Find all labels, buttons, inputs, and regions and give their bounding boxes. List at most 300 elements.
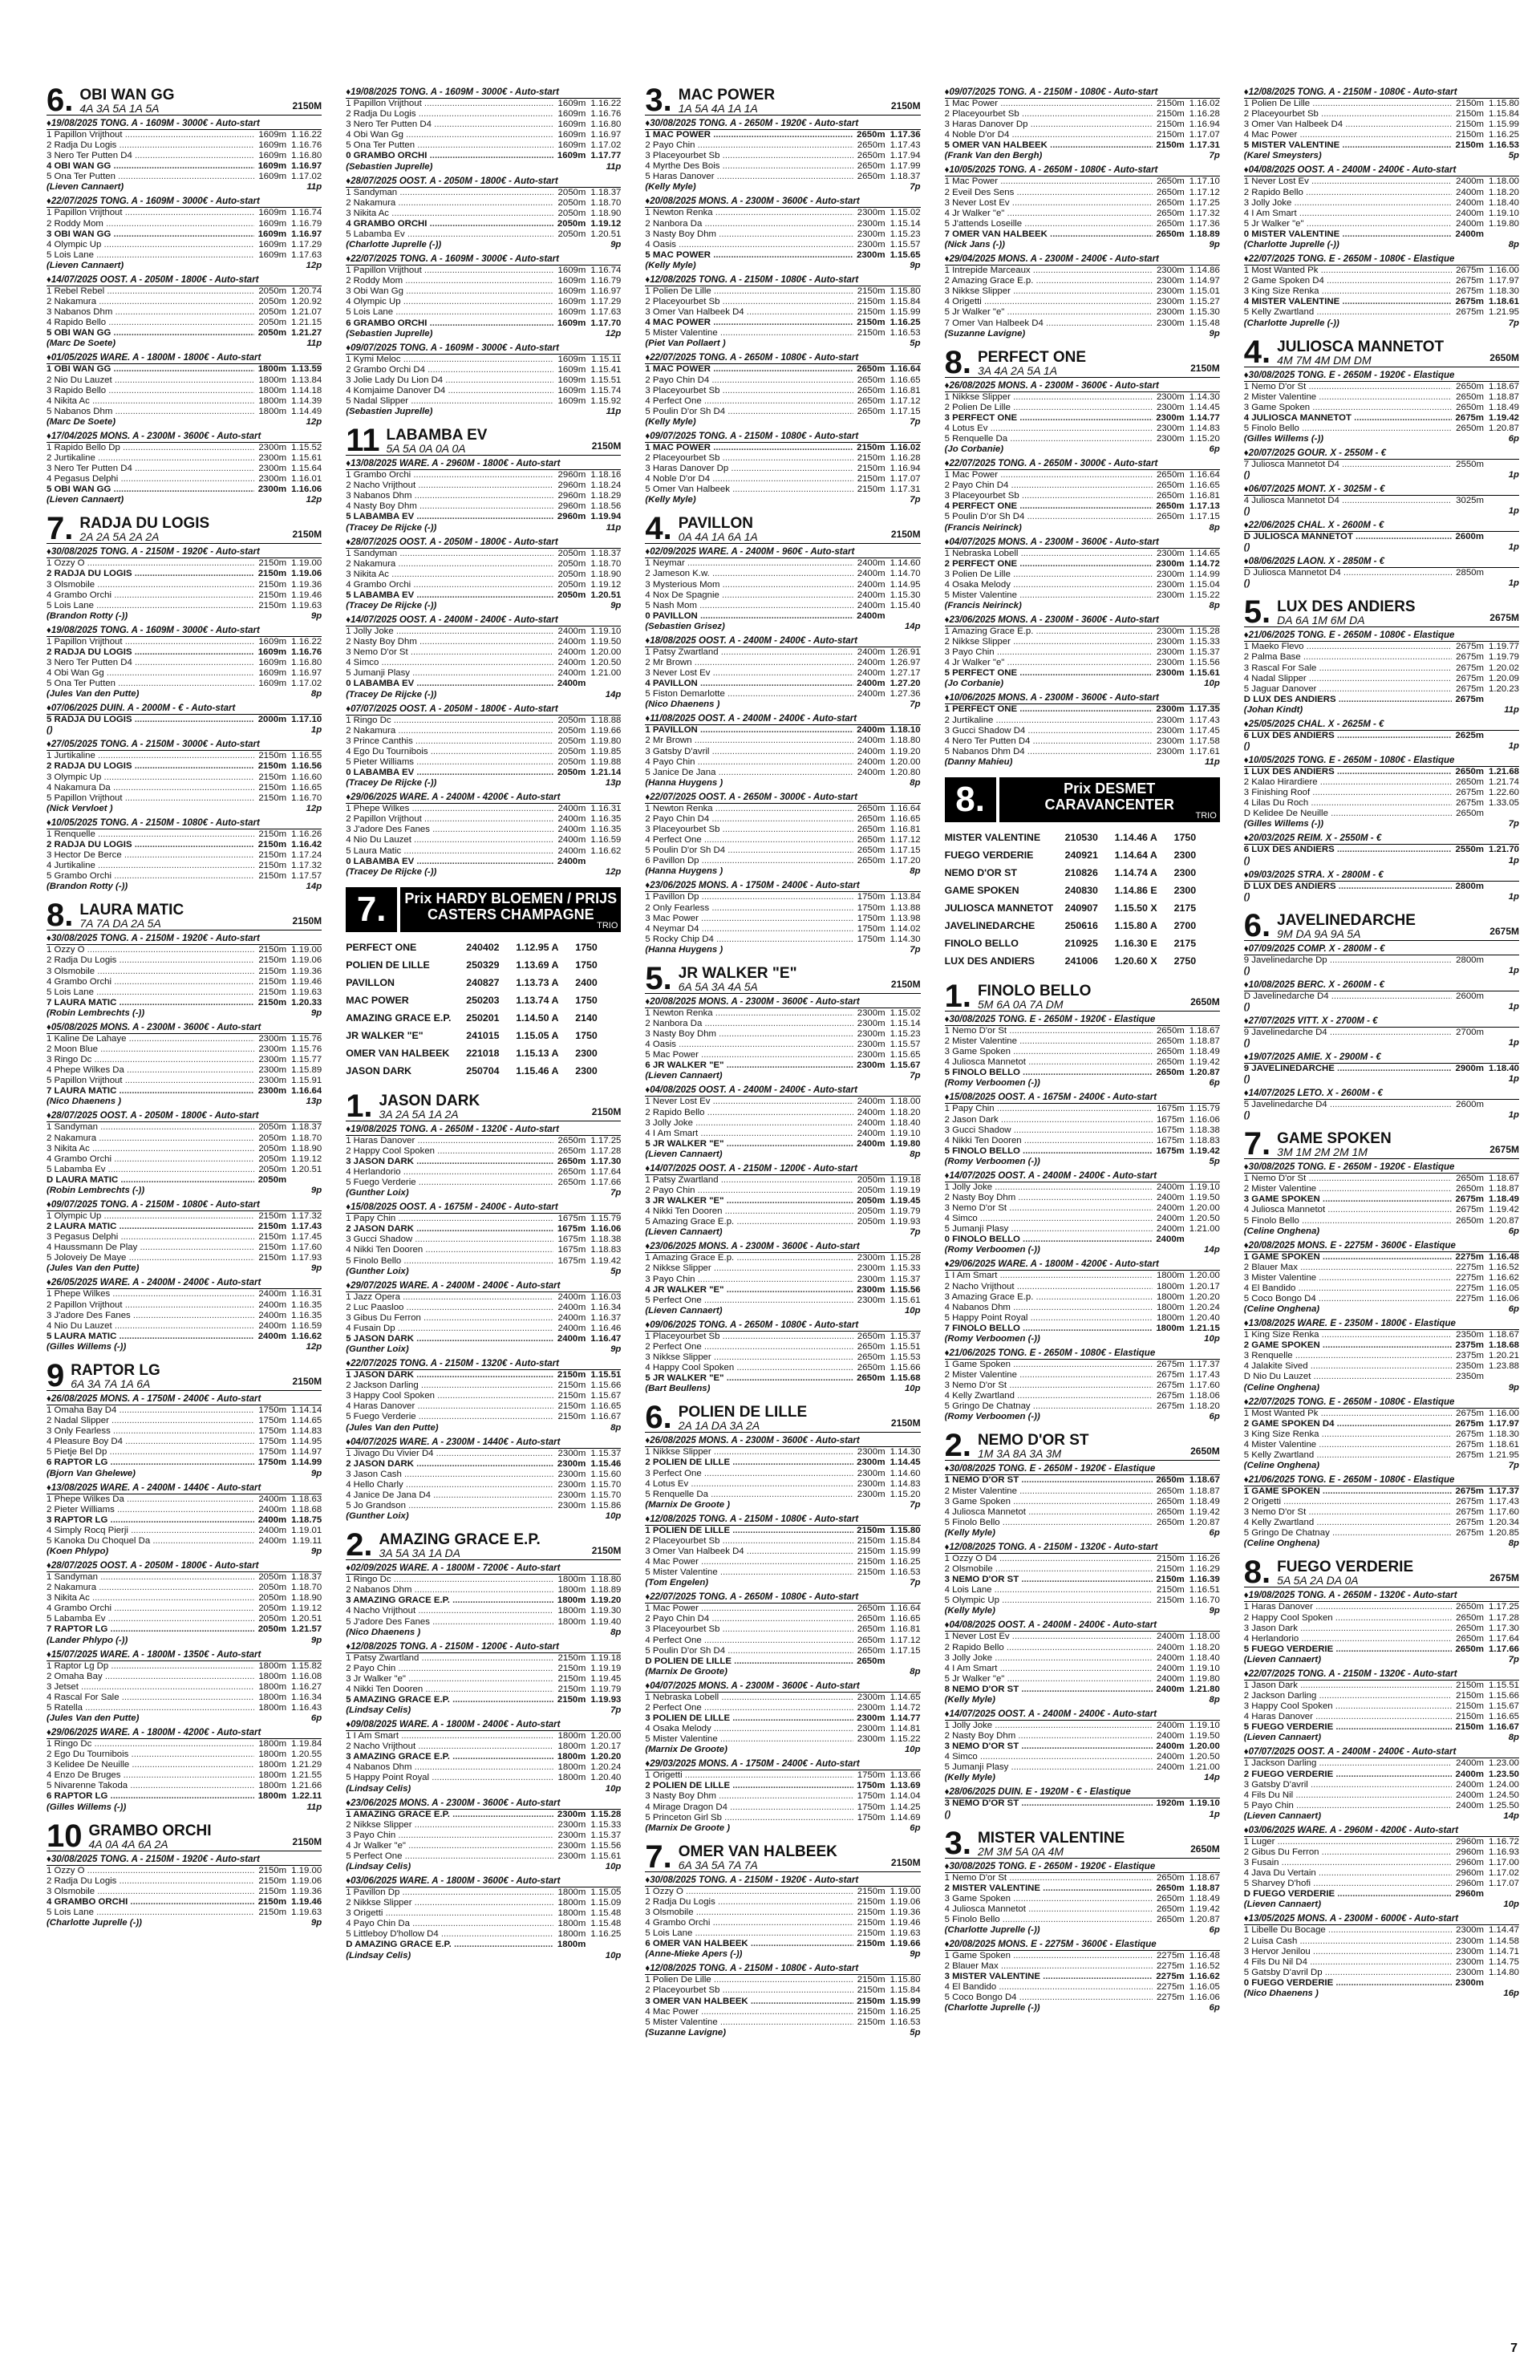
result-time: 1.19.10: [1189, 1182, 1220, 1192]
result-time: 1.16.53: [890, 1567, 921, 1578]
result-distance: 2050m: [557, 558, 586, 569]
result-distance: 2150m: [857, 1525, 886, 1535]
result-time: 1.17.97: [1488, 276, 1519, 286]
result-time: 1.19.10: [590, 626, 622, 636]
result-distance: 2300m: [857, 1702, 886, 1713]
result-horse: 2 Nakamura .....: [47, 1583, 254, 1593]
result-horse: 5 Amazing Grace E.p. .....: [645, 1217, 853, 1227]
trio-horse: OMER VAN HALBEEK: [346, 1047, 450, 1059]
result-horse: 5 Labamba Ev .....: [47, 1614, 254, 1624]
starters-count: 8p: [1508, 1733, 1519, 1743]
jockey-name: (Gunther Loix): [346, 1511, 409, 1522]
result-distance: 2550m: [1455, 845, 1484, 855]
result-distance: 2150m: [258, 976, 287, 987]
past-race: [47, 1110, 322, 1196]
result-row: [47, 1505, 322, 1515]
result-distance: 2150m: [857, 328, 886, 339]
race-footer: [1244, 1733, 1519, 1743]
jockey-name: (Bart Beullens): [645, 1384, 711, 1394]
result-time: 1.27.20: [890, 679, 921, 689]
result-row: [346, 1606, 621, 1616]
past-race: [346, 1437, 621, 1522]
result-row: [346, 580, 621, 590]
result-horse: 4 Grambo Orchi .....: [47, 977, 254, 987]
past-race: [945, 458, 1220, 533]
horse-title: [79, 87, 292, 114]
result-distance: 3025m: [1456, 496, 1484, 506]
result-horse: 1 Never Lost Ev .....: [1244, 176, 1452, 187]
result-time: 1.18.63: [291, 1494, 322, 1504]
result-distance: 2400m: [1156, 1224, 1185, 1235]
horse-name: PERFECT ONE: [977, 348, 1087, 366]
result-horse: 2 Omaha Bay .....: [47, 1672, 254, 1682]
result-time: 1.15.99: [890, 1546, 921, 1556]
jockey-name: (Brandon Rotty (-)): [47, 610, 128, 621]
past-race-header: ♦ 30/08/2025 TONG. E - 2650M - 1920€ - Elastique: [945, 1861, 1220, 1873]
result-horse: 1 Polien De Lille .....: [1244, 99, 1452, 109]
result-row: [1244, 1889, 1519, 1900]
past-race-header: ♦ 14/07/2025 OOST. A - 2400M - 2400€ - Auto-start: [945, 1170, 1220, 1182]
result-time: 1.21.80: [1189, 1684, 1220, 1694]
result-distance: 2275m: [1156, 1982, 1185, 1993]
result-time: 1.15.33: [890, 1263, 921, 1274]
race-footer: [645, 1745, 920, 1755]
result-horse: D JULIOSCA MANNETOT .....: [1244, 532, 1452, 542]
result-distance: 2400m: [857, 569, 886, 579]
trio-time: 1.15.50 X: [1114, 902, 1157, 914]
result-time: 1.21.95: [1488, 1449, 1519, 1460]
trio-distance: 1750: [575, 941, 598, 953]
result-row: [346, 109, 621, 120]
race-footer: [47, 611, 322, 622]
result-row: [47, 840, 322, 850]
result-row: [945, 198, 1220, 209]
result-time: 1.18.87: [1189, 1036, 1220, 1047]
result-horse: 2 Radja Du Logis .....: [47, 1876, 254, 1887]
result-time: 1.16.06: [1488, 1293, 1519, 1304]
result-time: 1.14.65: [291, 1416, 322, 1426]
horse-name: LAURA MATIC: [79, 902, 184, 919]
result-distance: 2150m: [1156, 99, 1185, 108]
result-horse: 4 Simco .....: [945, 1752, 1153, 1762]
result-distance: 1800m: [557, 1929, 586, 1940]
result-time: 1.17.24: [291, 850, 322, 861]
result-time: 1.15.41: [590, 364, 622, 375]
result-row: [47, 998, 322, 1008]
result-row: [346, 768, 621, 778]
result-row: [346, 1575, 621, 1585]
result-horse: 4 Java Du Vertain .....: [1244, 1868, 1452, 1879]
result-time: 1.27.36: [890, 689, 921, 699]
starters-count: 9p: [310, 1635, 322, 1645]
result-row: [645, 1724, 920, 1734]
result-horse: 4 Nacho Vrijthout .....: [346, 1606, 553, 1616]
starters-count: 8p: [1209, 601, 1220, 610]
race-footer: [47, 1342, 322, 1352]
result-horse: 2 JASON DARK .....: [346, 1459, 553, 1470]
result-time: 1.15.48: [590, 1919, 622, 1929]
result-horse: 3 Only Fearless .....: [47, 1426, 254, 1437]
result-time: 1.19.01: [291, 1525, 322, 1535]
result-time: 1.15.65: [890, 249, 921, 260]
result-time: 1.19.10: [890, 1128, 921, 1138]
result-row: [346, 1157, 621, 1167]
result-time: 1.21.68: [1488, 767, 1519, 776]
result-horse: 2 Papillon Vrijthout .....: [47, 1300, 254, 1311]
result-time: 1.19.00: [291, 945, 322, 955]
result-distance: 1750m: [258, 1447, 287, 1458]
result-time: 1.21.74: [1488, 777, 1519, 788]
result-horse: 3 Never Lost Ev .....: [645, 668, 853, 679]
result-horse: 4 Juliosca Mannetot .....: [945, 1057, 1153, 1068]
starters-count: 7p: [910, 944, 921, 955]
result-time: 1.13.59: [291, 364, 322, 375]
result-time: 1.14.58: [1488, 1936, 1519, 1946]
result-horse: 4 Nasty Boy Dhm .....: [346, 501, 553, 512]
result-horse: 2 Olsmobile .....: [945, 1564, 1153, 1575]
result-horse: 2 Rapido Bello .....: [945, 1643, 1153, 1653]
race-footer: [47, 1547, 322, 1557]
result-row: [945, 590, 1220, 601]
result-horse: 2 Kalao Hirardiere .....: [1244, 777, 1452, 788]
result-time: 1.18.89: [1189, 229, 1220, 239]
result-time: 1.15.76: [291, 1044, 322, 1054]
trio-distance: 2700: [1173, 919, 1197, 931]
past-race-header: ♦ 30/08/2025 TONG. A - 2650M - 1920€ - Auto-start: [645, 118, 920, 130]
result-distance: 2400m: [857, 679, 886, 689]
horse-entry: [346, 1527, 622, 1960]
result-distance: 2650m: [857, 835, 886, 845]
result-horse: 2 Origetti .....: [1244, 1497, 1452, 1507]
result-distance: 2150m: [857, 474, 886, 485]
result-row: [47, 945, 322, 955]
result-time: 1.20.87: [1189, 1068, 1220, 1078]
result-time: 1.15.68: [890, 1373, 921, 1384]
result-time: 1.17.43: [1189, 715, 1220, 725]
result-distance: 2300m: [857, 1713, 886, 1723]
jockey-name: (Marnix De Groote ): [645, 1823, 731, 1833]
result-row: [346, 512, 621, 522]
result-time: 1.15.57: [890, 1040, 921, 1050]
result-time: 1.15.37: [890, 1331, 921, 1341]
race-footer: [346, 162, 621, 172]
result-horse: 2 Grambo Orchi D4 .....: [346, 365, 553, 375]
result-time: 1.19.66: [590, 725, 622, 736]
result-row: [1244, 1925, 1519, 1936]
result-distance: 2050m: [857, 1217, 886, 1227]
result-row: [1244, 991, 1519, 1002]
result-horse: 5 Kanoka Du Choquel Da .....: [47, 1536, 254, 1547]
result-time: 1.16.06: [1189, 1993, 1220, 2003]
result-row: [945, 1136, 1220, 1146]
result-horse: 2 Nadal Slipper .....: [47, 1416, 254, 1426]
result-horse: 1 Haras Danover .....: [1244, 1602, 1452, 1612]
result-row: [645, 1985, 920, 1996]
result-distance: 2275m: [1156, 1951, 1185, 1960]
result-row: [47, 1661, 322, 1672]
result-time: 1.19.42: [1488, 1205, 1519, 1215]
result-time: 1.19.42: [590, 1255, 622, 1266]
result-horse: 2 Nacho Vrijthout .....: [346, 480, 553, 491]
result-distance: 2300m: [557, 1458, 586, 1469]
result-distance: 2300m: [857, 1008, 886, 1018]
result-time: 1.16.37: [590, 1312, 622, 1323]
result-distance: 2300m: [1156, 318, 1185, 328]
result-horse: 5 OBI WAN GG .....: [47, 485, 254, 495]
starters-count: 9p: [910, 1949, 921, 1960]
result-distance: 2625m: [1455, 730, 1484, 740]
result-horse: D LUX DES ANDIERS .....: [1244, 695, 1452, 705]
result-row: [1244, 1634, 1519, 1644]
result-time: 1.14.18: [291, 385, 322, 395]
horse-name: OMER VAN HALBEEK: [678, 1843, 837, 1860]
race-footer: [1244, 1226, 1519, 1237]
horse-name: OBI WAN GG: [79, 87, 175, 103]
result-row: [47, 1908, 322, 1918]
result-time: 1.15.80: [1488, 99, 1519, 108]
result-time: 1.13.84: [890, 892, 921, 902]
result-horse: 3 Olsmobile .....: [47, 967, 254, 977]
result-horse: 2 Ego Du Tournibois .....: [47, 1750, 254, 1760]
past-race-header: ♦ 12/08/2025 TONG. A - 2150M - 1080€ - Auto-start: [645, 274, 920, 286]
past-race: [1244, 1162, 1519, 1236]
trio-horse: JR WALKER "E": [346, 1029, 424, 1041]
result-row: [346, 1664, 621, 1674]
result-row: [47, 219, 322, 229]
result-horse: 3 JR WALKER "E" .....: [645, 1196, 853, 1206]
starters-count: 7p: [1508, 1461, 1519, 1470]
result-horse: 2 Payo Chin D4 .....: [645, 375, 853, 386]
result-time: 1.16.65: [1488, 1712, 1519, 1722]
result-distance: 1800m: [1156, 1291, 1185, 1302]
result-distance: 2400m: [257, 1331, 287, 1341]
race-footer: [945, 1157, 1220, 1167]
result-horse: 2 Jurtikaline .....: [47, 453, 254, 464]
result-horse: 2 Nasty Boy Dhm .....: [346, 637, 553, 647]
horse-entry: [1243, 907, 1519, 1121]
result-row: [1244, 882, 1519, 892]
result-horse: 1 Kaline De Lahaye .....: [47, 1034, 254, 1044]
result-distance: 2150m: [857, 1928, 886, 1939]
result-row: [1244, 1957, 1519, 1968]
result-time: 1.17.02: [590, 140, 622, 151]
result-horse: 7 LAURA MATIC .....: [47, 1086, 254, 1097]
result-horse: 1 Nemo D'or St .....: [945, 1026, 1153, 1036]
race-footer: [346, 1267, 621, 1277]
starters-count: 14p: [306, 882, 322, 892]
past-race: [945, 1786, 1220, 1819]
past-race: [47, 703, 322, 736]
result-distance: 2400m: [557, 814, 586, 825]
result-row: [645, 647, 920, 658]
horse-title: [978, 1433, 1190, 1459]
trio-horse: POLIEN DE LILLE: [346, 959, 430, 971]
result-row: [47, 987, 322, 998]
result-time: 1.16.80: [291, 151, 322, 161]
result-horse: 8 NEMO D'OR ST .....: [945, 1685, 1153, 1695]
result-horse: 2 Rapido Bello .....: [1244, 188, 1452, 198]
result-row: [945, 1475, 1220, 1486]
result-horse: 5 Poulin D'or Sh D4 .....: [645, 407, 853, 417]
past-race: [645, 1963, 920, 2037]
result-horse: 3 Nikita Ac .....: [47, 1144, 254, 1154]
result-row: [645, 1567, 920, 1578]
result-distance: 2050m: [557, 548, 586, 558]
result-horse: 5 Kelly Zwartland .....: [1244, 1450, 1452, 1461]
result-time: 1.18.80: [590, 1575, 622, 1585]
result-distance: 2300m: [557, 1448, 586, 1458]
result-row: [346, 658, 621, 668]
horse-entry: [944, 1825, 1220, 2014]
race-footer: [1244, 1110, 1519, 1121]
result-distance: 2150m: [258, 829, 287, 839]
page-column: [47, 87, 322, 2380]
result-time: 1.19.42: [1488, 412, 1519, 423]
result-horse: 5 Pieter Williams .....: [346, 757, 553, 768]
result-row: [1244, 798, 1519, 809]
result-distance: 2400m: [857, 746, 886, 756]
result-distance: 2400m: [857, 658, 886, 667]
result-horse: 2 Placeyourbet Sb .....: [645, 1985, 853, 1996]
result-horse: 4 Simply Rocq Pierji .....: [47, 1526, 254, 1536]
race-footer: [47, 1263, 322, 1274]
past-race-header: ♦ 19/08/2025 TONG. A - 2650M - 1320€ - Auto-start: [1244, 1590, 1519, 1602]
result-row: [945, 1632, 1220, 1642]
result-horse: 5 MAC POWER .....: [645, 250, 853, 261]
result-time: 1.15.37: [1189, 647, 1220, 658]
result-time: 1.17.93: [291, 1253, 322, 1263]
result-row: [47, 386, 322, 396]
past-race-header: ♦ 22/07/2025 TONG. A - 2650M - 1080€ - Auto-start: [645, 1591, 920, 1604]
starters-count: 9p: [1209, 328, 1220, 339]
past-race-header: ♦ 03/06/2025 WARE. A - 2960M - 4200€ - Auto-start: [1244, 1825, 1519, 1837]
result-row: [47, 286, 322, 297]
result-row: [1244, 1722, 1519, 1733]
past-race-header: ♦ 28/07/2025 OOST. A - 2050M - 1800€ - Auto-start: [346, 537, 621, 549]
result-time: 1.18.00: [890, 1097, 921, 1107]
jockey-name: (Robin Lembrechts (-)): [47, 1186, 145, 1195]
starters-count: 12p: [306, 1341, 322, 1352]
result-distance: 1750m: [857, 934, 886, 944]
result-row: [645, 1975, 920, 1985]
trio-code: 210826: [1064, 866, 1098, 878]
result-row: [1244, 1644, 1519, 1655]
past-race-header: ♦ 23/06/2025 MONS. A - 2300M - 3600€ - Auto-start: [945, 614, 1220, 626]
past-race-header: ♦ 04/07/2025 MONS. A - 2300M - 3600€ - Auto-start: [945, 537, 1220, 549]
result-distance: 1800m: [557, 1919, 586, 1929]
race-footer: [945, 240, 1220, 250]
race-footer: [1244, 506, 1519, 517]
horse-entry: [47, 898, 322, 1352]
result-distance: 2150m: [258, 861, 287, 871]
past-race: [47, 546, 322, 621]
result-time: 1.16.74: [291, 208, 322, 218]
trio-code: 240827: [466, 976, 500, 988]
result-row: [945, 1235, 1220, 1245]
result-distance: 2650m: [1156, 512, 1185, 522]
trio-time: 1.14.86 E: [1114, 884, 1157, 896]
result-distance: 1609m: [258, 208, 287, 218]
result-time: 1.19.06: [890, 1896, 921, 1907]
result-distance: 2050m: [857, 1206, 886, 1217]
result-row: [1244, 731, 1519, 741]
result-row: [945, 1146, 1220, 1157]
trio-code: 240402: [466, 941, 500, 953]
result-horse: 4 Nox De Spagnie .....: [645, 590, 853, 601]
result-row: [1244, 1429, 1519, 1440]
horse-number: 2.: [944, 1428, 971, 1464]
result-row: [945, 130, 1220, 140]
result-distance: 2960m: [1456, 1879, 1484, 1889]
result-horse: D Juliosca Mannetot D4 .....: [1244, 568, 1452, 578]
result-row: [945, 1104, 1220, 1114]
horse-title: [679, 87, 891, 114]
result-row: [47, 1897, 322, 1908]
result-row: [645, 804, 920, 814]
result-time: 1.20.00: [890, 756, 921, 767]
result-time: 1.15.28: [590, 1809, 622, 1819]
past-race-header: ♦ 20/08/2025 MONS. E - 2275M - 3600€ - Elastique: [1244, 1240, 1519, 1252]
result-horse: 3 Jolly Joke .....: [645, 1118, 853, 1129]
result-horse: 1 GAME SPOKEN .....: [1244, 1486, 1452, 1497]
result-time: 1.14.47: [1488, 1925, 1519, 1936]
past-race-header: ♦ 29/06/2025 WARE. A - 1800M - 4200€ - Auto-start: [945, 1259, 1220, 1271]
result-distance: 1609m: [258, 668, 287, 679]
result-row: [645, 689, 920, 699]
starters-count: 5p: [910, 2027, 921, 2037]
result-time: [1484, 496, 1519, 506]
result-time: 1.15.33: [1189, 637, 1220, 647]
race-footer: [47, 689, 322, 699]
starters-count: 12p: [605, 328, 622, 339]
result-row: [346, 1762, 621, 1773]
result-horse: 1 Omaha Bay D4 .....: [47, 1405, 254, 1416]
trio-row: [945, 917, 1220, 935]
result-time: 1.13.69: [890, 1781, 921, 1791]
result-horse: 1 Grambo Orchi .....: [346, 470, 553, 480]
result-time: 1.18.37: [590, 548, 622, 558]
past-race: [1244, 1016, 1519, 1048]
result-horse: 3 OMER VAN HALBEEK .....: [645, 1997, 853, 2007]
result-distance: 1800m: [557, 1773, 586, 1783]
past-race-header: ♦ 12/08/2025 TONG. A - 2150M - 1080€ - Auto-start: [1244, 87, 1519, 99]
result-distance: 2150m: [258, 1865, 287, 1875]
result-distance: 2150m: [557, 1684, 586, 1694]
trio-time: 1.12.95 A: [516, 941, 559, 953]
result-row: [1244, 1701, 1519, 1712]
result-row: [645, 1469, 920, 1479]
result-horse: 1 Intrepide Marceaux .....: [945, 266, 1153, 276]
trio-code: 250201: [466, 1012, 500, 1024]
result-row: [47, 453, 322, 464]
result-horse: 0 MISTER VALENTINE .....: [1244, 229, 1452, 240]
trio-distance: 2300: [1173, 866, 1197, 878]
result-distance: 2050m: [257, 1174, 287, 1185]
result-distance: 2275m: [1156, 1993, 1185, 2003]
result-row: [346, 1674, 621, 1685]
result-distance: 2375m: [1456, 1351, 1484, 1361]
race-distance: 2675M: [1489, 1144, 1519, 1156]
past-race: [346, 1641, 621, 1716]
horse-form: 5A 5A 2A DA 0A: [1277, 1574, 1359, 1587]
horse-number: 6.: [1243, 907, 1271, 943]
result-time: 1.14.80: [1488, 1967, 1519, 1977]
result-time: 1.15.66: [890, 1363, 921, 1373]
result-distance: 1675m: [557, 1214, 586, 1224]
result-distance: 1800m: [258, 1739, 287, 1749]
result-row: [346, 804, 621, 814]
past-race: [47, 739, 322, 813]
